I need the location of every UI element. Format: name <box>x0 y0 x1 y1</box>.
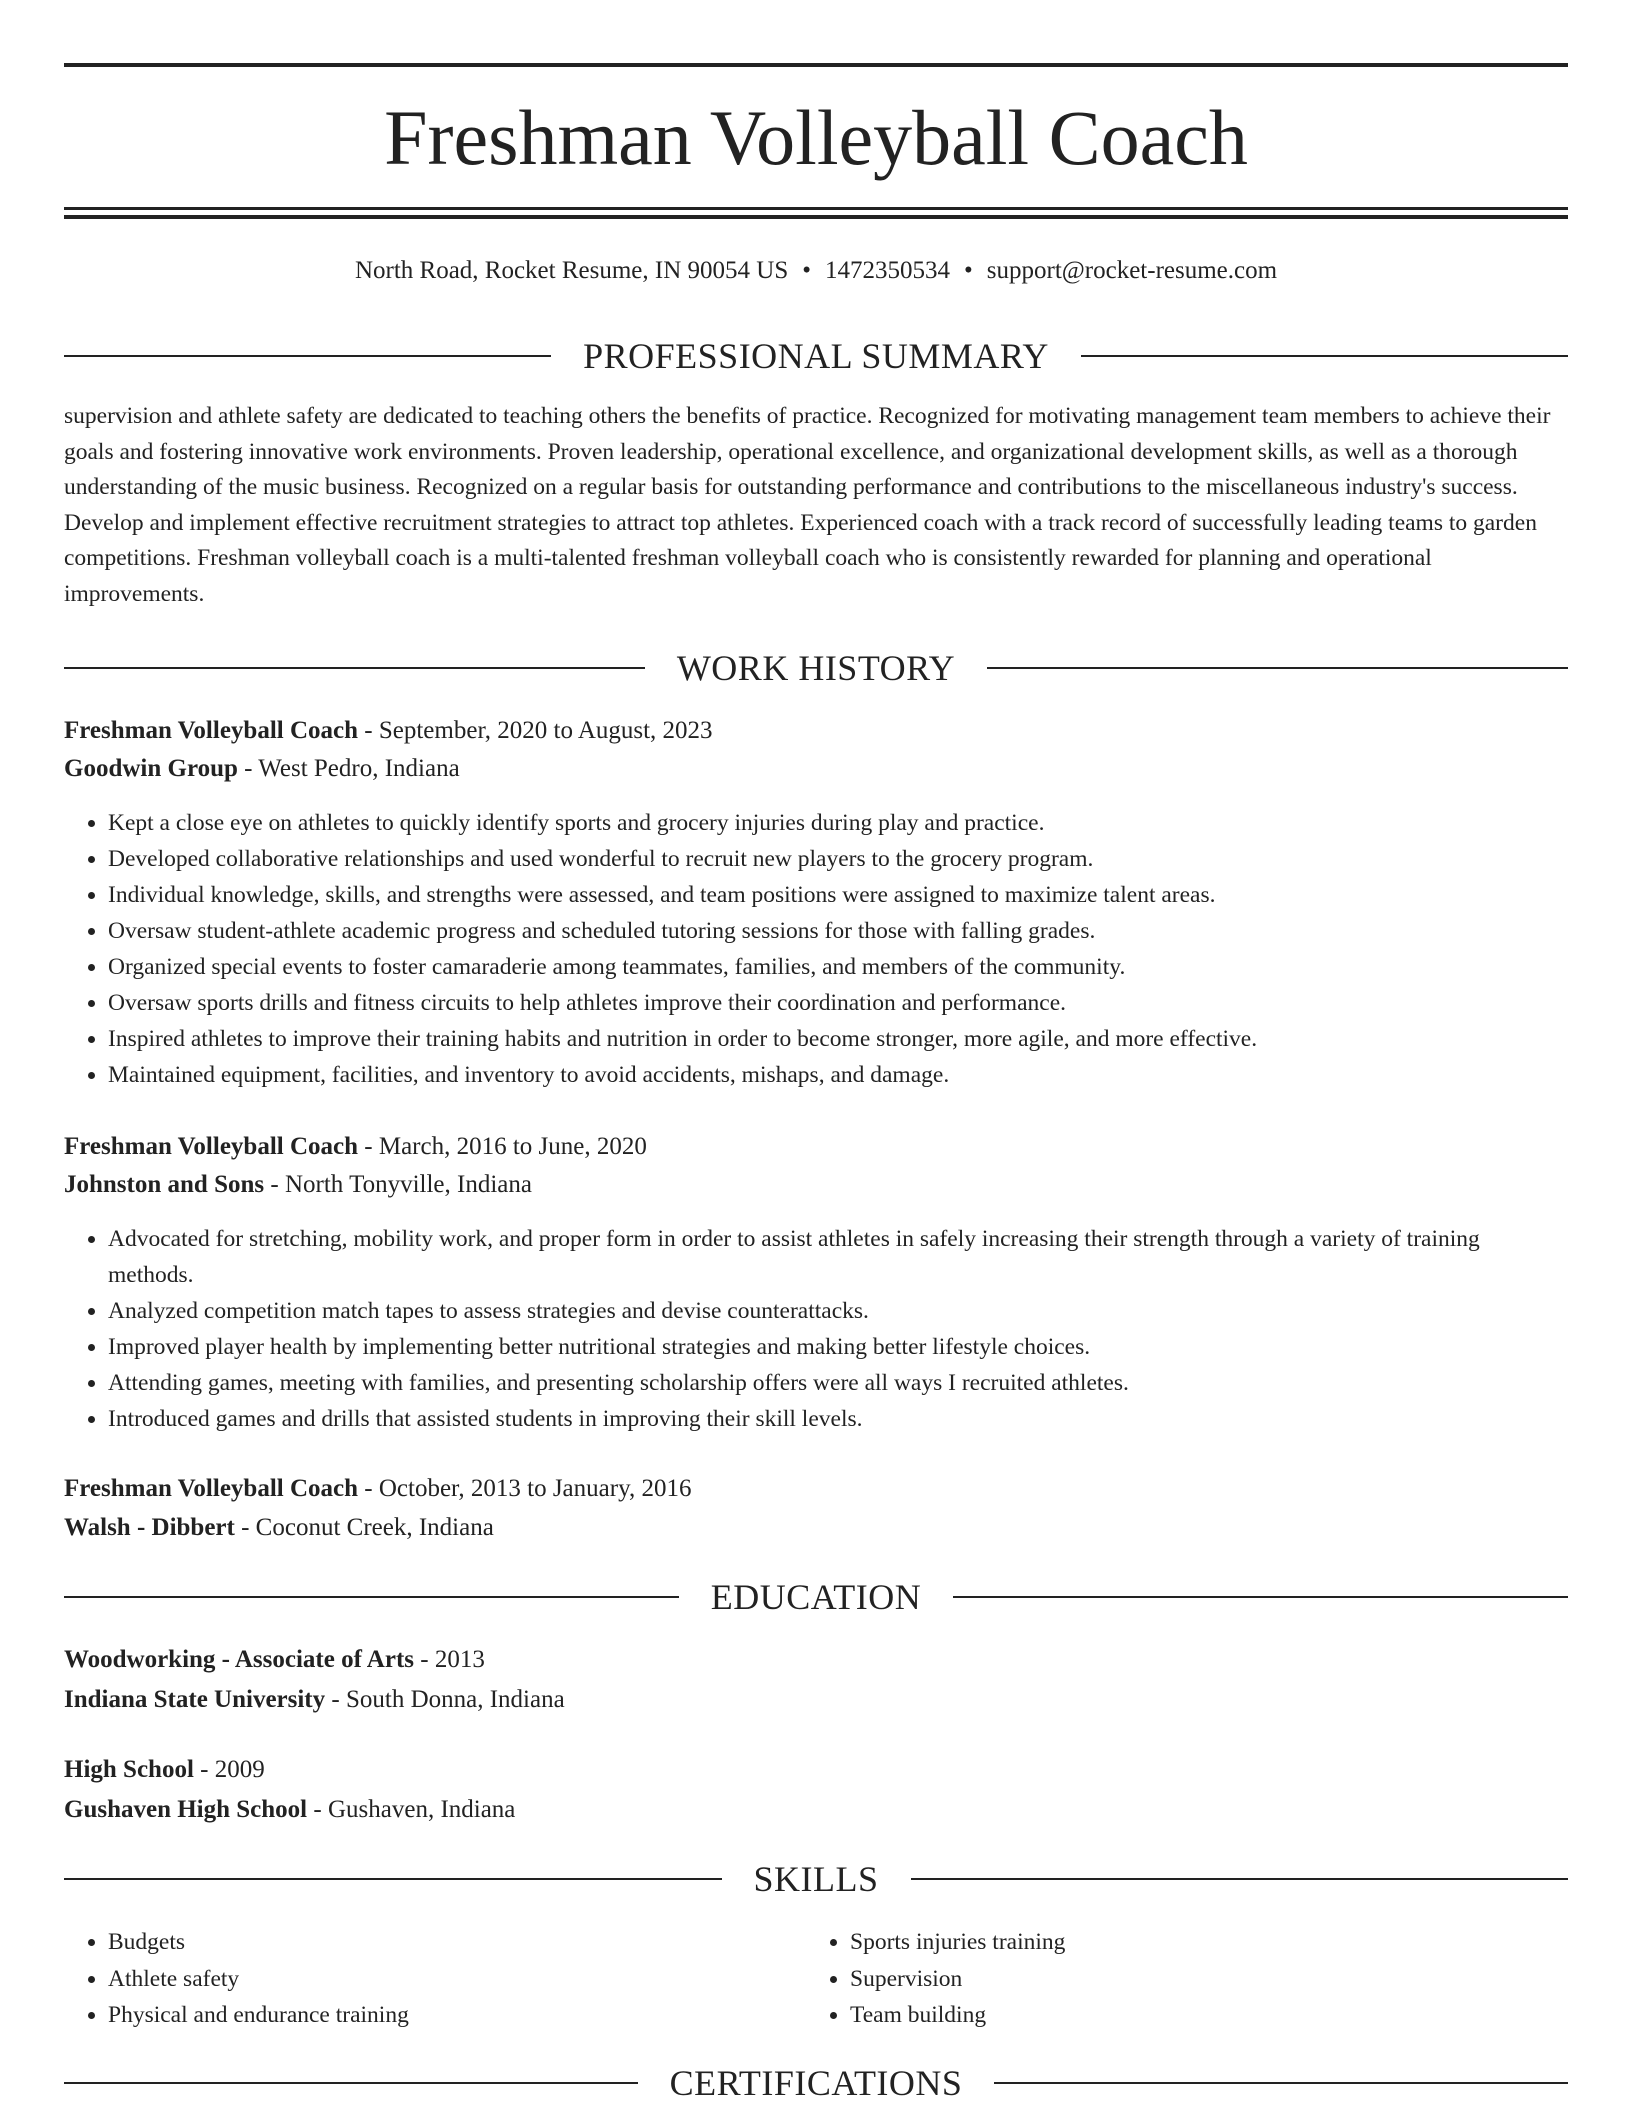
section-rule <box>64 355 551 357</box>
job-bullet: • Advocated for stretching, mobility work, and proper form in order to assist athletes in safely increasing their strength through a variety of training methods. <box>108 1221 1568 1293</box>
education-degree: Woodworking - Associate of Arts <box>64 1646 414 1673</box>
job-company-line <box>64 1510 1568 1546</box>
section-title: WORK HISTORY <box>676 648 956 688</box>
skill-item: • Athlete safety <box>108 1961 764 1998</box>
education-school-line <box>64 1682 1568 1718</box>
job-bullet: • Individual knowledge, skills, and strengths were assessed, and team positions were assigned to maximize talent areas. <box>108 877 1568 913</box>
job-bullet: • Organized special events to foster camaraderie among teammates, families, and members of the community. <box>108 949 1568 985</box>
job-location: - West Pedro, Indiana <box>237 755 460 782</box>
job-title-line <box>64 1129 1568 1165</box>
job-bullet: • Oversaw sports drills and fitness circuits to help athletes improve their coordination and performance. <box>108 985 1568 1021</box>
skills-list-left <box>64 1924 764 2034</box>
job-company: Johnston and Sons <box>64 1171 265 1198</box>
section-rule <box>987 667 1568 669</box>
education-degree-line <box>64 1752 1568 1788</box>
job-title-line <box>64 1471 1568 1507</box>
resume-name: Freshman Volleyball Coach <box>384 94 1248 181</box>
job-bullet: • Oversaw student-athlete academic progress and scheduled tutoring sessions for those with falling grades. <box>108 913 1568 949</box>
section-rule <box>64 667 645 669</box>
section-rule <box>64 2082 638 2084</box>
header-double-rule <box>64 207 1568 219</box>
education-school: Indiana State University <box>64 1686 326 1713</box>
job-location: - Coconut Creek, Indiana <box>234 1514 494 1541</box>
contact-phone: 1472350534 <box>825 257 950 284</box>
job-dates: - September, 2020 to August, 2023 <box>358 717 713 744</box>
skill-item: • Budgets <box>108 1924 764 1961</box>
skill-item: • Sports injuries training <box>850 1924 1506 1961</box>
section-rule <box>953 1596 1568 1598</box>
contact-separator: • <box>802 257 811 284</box>
section-heading-certifications <box>64 2061 1568 2105</box>
section-title: SKILLS <box>753 1859 879 1899</box>
section-title: PROFESSIONAL SUMMARY <box>583 336 1049 376</box>
job-title: Freshman Volleyball Coach <box>64 717 359 744</box>
contact-email[interactable]: support@rocket-resume.com <box>986 257 1278 284</box>
education-year: - 2013 <box>414 1646 485 1673</box>
section-rule <box>911 1878 1569 1880</box>
job-dates: - March, 2016 to June, 2020 <box>358 1133 647 1160</box>
section-rule <box>1081 355 1568 357</box>
job-bullet: • Attending games, meeting with families, and presenting scholarship offers were all ways I recruited athletes. <box>108 1365 1568 1401</box>
job-bullets <box>64 1221 1568 1437</box>
job-location: - North Tonyville, Indiana <box>264 1171 532 1198</box>
section-title: CERTIFICATIONS <box>669 2063 963 2103</box>
section-rule <box>64 1596 679 1598</box>
section-heading-summary <box>64 334 1568 378</box>
section-heading-skills <box>64 1857 1568 1901</box>
job-bullet: • Developed collaborative relationships and used wonderful to recruit new players to the grocery program. <box>108 841 1568 877</box>
job-title-line <box>64 713 1568 749</box>
skill-item: • Team building <box>850 1997 1506 2034</box>
education-school-line <box>64 1792 1568 1828</box>
job-bullet: • Improved player health by implementing better nutritional strategies and making better lifestyle choices. <box>108 1329 1568 1365</box>
job-bullet: • Kept a close eye on athletes to quickly identify sports and grocery injuries during play and practice. <box>108 805 1568 841</box>
job-title: Freshman Volleyball Coach <box>64 1133 359 1160</box>
top-rule <box>64 63 1568 67</box>
section-title: EDUCATION <box>710 1577 922 1617</box>
job-bullets <box>64 805 1568 1093</box>
job-company-line <box>64 751 1568 787</box>
job-company: Walsh - Dibbert <box>64 1514 235 1541</box>
contact-line <box>64 253 1568 289</box>
section-heading-work-history <box>64 646 1568 690</box>
job-dates: - October, 2013 to January, 2016 <box>358 1475 692 1502</box>
skill-item: • Supervision <box>850 1961 1506 1998</box>
education-school: Gushaven High School <box>64 1796 308 1823</box>
job-bullet: • Inspired athletes to improve their training habits and nutrition in order to become stronger, more agile, and more effective. <box>108 1021 1568 1057</box>
contact-separator: • <box>964 257 973 284</box>
job-bullet: • Maintained equipment, facilities, and inventory to avoid accidents, mishaps, and damage. <box>108 1057 1568 1093</box>
contact-address: North Road, Rocket Resume, IN 90054 US <box>354 257 789 284</box>
job-bullet: • Analyzed competition match tapes to assess strategies and devise counterattacks. <box>108 1293 1568 1329</box>
section-rule <box>994 2082 1568 2084</box>
job-company-line <box>64 1167 1568 1203</box>
education-degree: High School <box>64 1756 194 1783</box>
education-location: - South Donna, Indiana <box>325 1686 565 1713</box>
job-company: Goodwin Group <box>64 755 238 782</box>
education-location: - Gushaven, Indiana <box>307 1796 516 1823</box>
skill-item: • Physical and endurance training <box>108 1997 764 2034</box>
skills-list-right <box>806 1924 1506 2034</box>
education-year: - 2009 <box>193 1756 265 1783</box>
section-heading-education <box>64 1575 1568 1619</box>
education-degree-line <box>64 1642 1568 1678</box>
job-title: Freshman Volleyball Coach <box>64 1475 359 1502</box>
summary-text: supervision and athlete safety are dedicated to teaching others the benefits of practice. Recognized for motivating management team members to achieve their goals and fostering innovative work environments. Proven leadership, operational excellence, and organizational development skills, as well as a thorough understanding of the music business. Recognized on a regular basis for outstanding performance and contributions to the miscellaneous industry's success. Develop and implement effective recruitment strategies to attract top athletes. Experienced coach with a track record of successfully leading teams to garden competitions. Freshman volleyball coach is a multi-talented freshman volleyball coach who is consistently rewarded for planning and operational improvements. <box>64 403 1551 607</box>
job-bullet: • Introduced games and drills that assisted students in improving their skill levels. <box>108 1401 1568 1437</box>
section-rule <box>64 1878 722 1880</box>
